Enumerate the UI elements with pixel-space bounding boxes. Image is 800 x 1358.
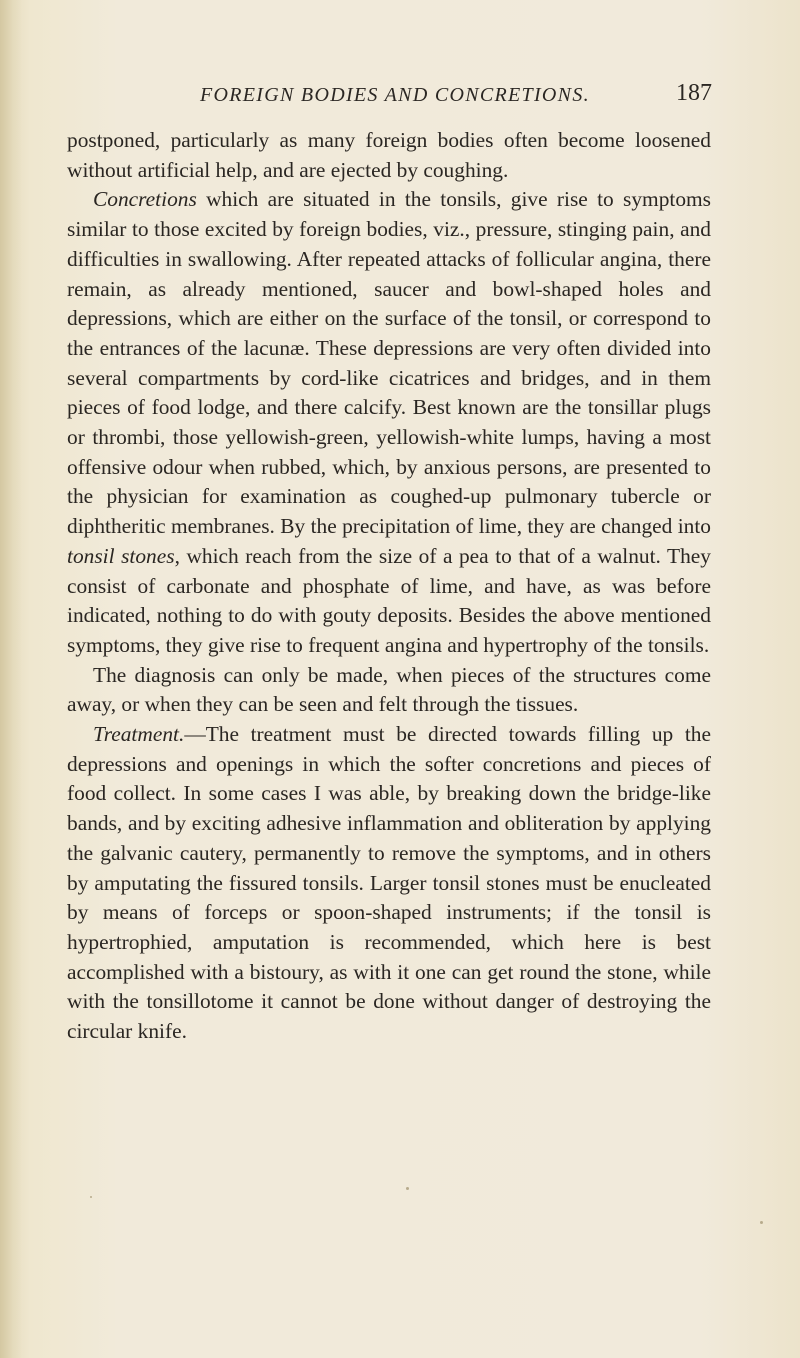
paragraph-1: postponed, particularly as many foreign bodies often become loosened without artificial help, and are ejected by coughing. [67, 128, 711, 182]
paragraph-concretions-text-b: , which reach from the size of a pea to that of a walnut. They consist of carbonate and phosphate of lime, and have, as was before indicated, nothing to do with gouty deposits. Besides the above mentioned symptoms, they give rise to frequent angina and hypertrophy of the tonsils. [67, 543, 711, 657]
paper-speck [760, 1221, 763, 1224]
term-tonsil-stones: tonsil stones [67, 543, 175, 568]
term-treatment: Treatment. [93, 722, 185, 747]
paper-speck [406, 1187, 409, 1190]
running-head: FOREIGN BODIES AND CONCRETIONS. [200, 84, 590, 106]
paragraph-concretions-text-a: which are situated in the tonsils, give rise to symptoms similar to those excited by foreign bodies, viz., pressure, stinging pain, and difficulties in swallowing. After repeated attacks of follicular angina, there remain, as already mentioned, saucer and bowl-shaped holes and depressions, which are either on the surface of the tonsil, or correspond to the entrances of the lacunæ. These depressions are very often divided into several compartments by cord-like cicatrices and bridges, and in them pieces of food lodge, and there calcify. Best known are the tonsillar plugs or thrombi, those yellowish-green, yellowish-white lumps, having a most offensive odour when rubbed, which, by anxious persons, are presented to the physician for examination as coughed-up pulmonary tubercle or diphtheritic membranes. By the precipitation of lime, they are changed into [67, 187, 711, 539]
paragraph-concretions [67, 185, 711, 660]
spine-shadow [0, 0, 22, 1358]
paragraph-treatment-text: —The treatment must be directed towards filling up the depressions and openings in which the softer concretions and pieces of food collect. In some cases I was able, by breaking down the bridge-like bands, and by exciting adhesive inflammation and obliteration by applying the galvanic cautery, permanently to remove the symptoms, and in others by amputating the fissured tonsils. Larger tonsil stones must be enucleated by means of forceps or spoon-shaped instruments; if the tonsil is hypertrophied, amputation is recommended, which here is best accomplished with a bistoury, as with it one can get round the stone, while with the tonsillotome it cannot be done without danger of destroying the circular knife. [67, 722, 711, 1044]
page-number: 187 [676, 80, 712, 106]
body-text [67, 126, 711, 1047]
term-concretions: Concretions [93, 187, 197, 212]
paragraph-diagnosis: The diagnosis can only be made, when pieces of the structures come away, or when they can be seen and felt through the tissues. [67, 662, 711, 717]
paragraph-treatment [67, 720, 711, 1047]
paper-speck [90, 1196, 92, 1198]
